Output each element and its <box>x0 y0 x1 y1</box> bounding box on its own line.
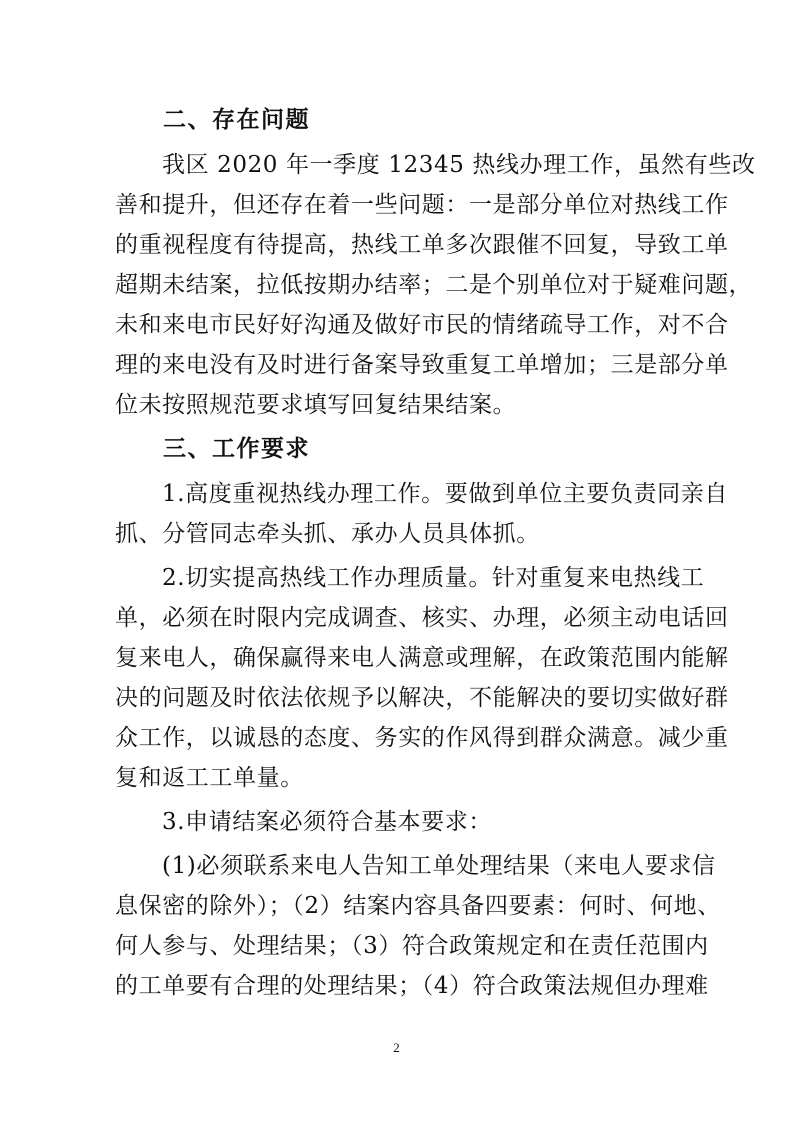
paragraph-line: 息保密的除外）；（2）结案内容具备四要素：何时、何地、 <box>115 893 721 919</box>
paragraph-line: 理的来电没有及时进行备案导致重复工单增加；三是部分单 <box>115 352 729 378</box>
paragraph-line: 3.申请结案必须符合基本要求： <box>162 809 492 835</box>
paragraph-line: 我区 2020 年一季度 12345 热线办理工作，虽然有些改 <box>162 152 756 178</box>
heading-existing-problems: 二、存在问题 <box>163 107 310 133</box>
paragraph-line: 1.高度重视热线办理工作。要做到单位主要负责同亲自 <box>162 481 728 507</box>
paragraph-line: 复来电人，确保赢得来电人满意或理解，在政策范围内能解 <box>115 645 729 671</box>
paragraph-line: 超期未结案，拉低按期办结率；二是个别单位对于疑难问题， <box>115 272 753 298</box>
paragraph-line: 抓、分管同志牵头抓、承办人员具体抓。 <box>115 521 540 547</box>
paragraph-line: 众工作，以诚恳的态度、务实的作风得到群众满意。减少重 <box>115 725 729 751</box>
paragraph-line: 位未按照规范要求填写回复结果结案。 <box>115 392 517 418</box>
paragraph-line: 善和提升，但还存在着一些问题：一是部分单位对热线工作 <box>115 192 729 218</box>
paragraph-line: 复和返工工单量。 <box>115 765 304 791</box>
heading-work-requirements: 三、工作要求 <box>163 436 310 462</box>
paragraph-line: 的重视程度有待提高，热线工单多次跟催不回复，导致工单 <box>115 232 729 258</box>
paragraph-line: 的工单要有合理的处理结果；（4）符合政策法规但办理难 <box>115 973 709 999</box>
paragraph-line: 何人参与、处理结果；（3）符合政策规定和在责任范围内 <box>115 933 709 959</box>
paragraph-line: 决的问题及时依法依规予以解决，不能解决的要切实做好群 <box>115 685 729 711</box>
page-number: 2 <box>393 1040 400 1055</box>
paragraph-line: 单，必须在时限内完成调查、核实、办理，必须主动电话回 <box>115 605 729 631</box>
paragraph-line: 未和来电市民好好沟通及做好市民的情绪疏导工作，对不合 <box>115 312 729 338</box>
paragraph-line: 2.切实提高热线工作办理质量。针对重复来电热线工 <box>162 565 705 591</box>
paragraph-line: (1)必须联系来电人告知工单处理结果（来电人要求信 <box>162 853 716 879</box>
